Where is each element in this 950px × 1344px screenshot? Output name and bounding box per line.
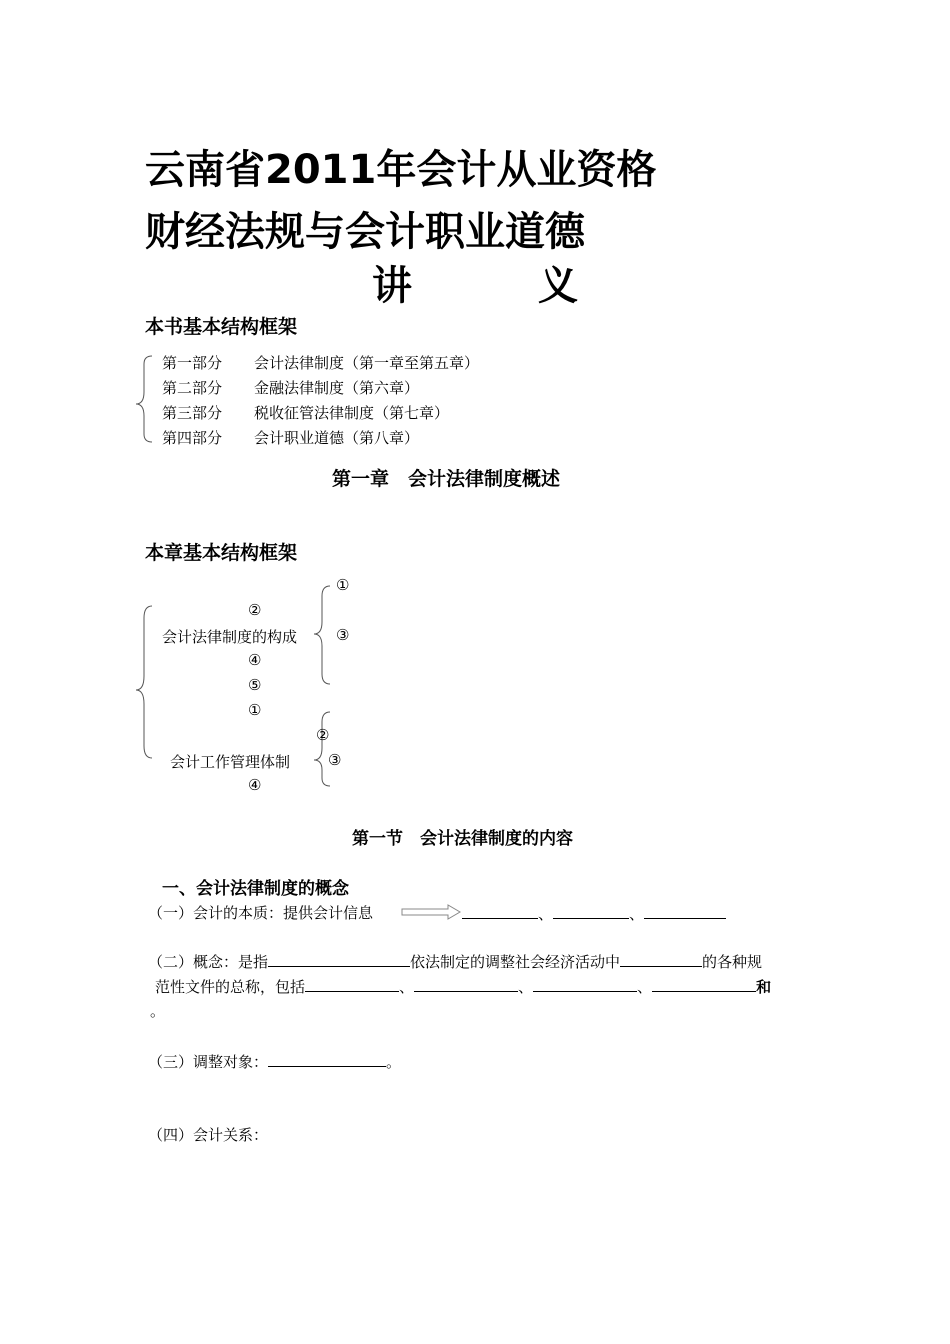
branch1-mark-4: ④ [248,651,262,669]
book-framework-brace [136,356,152,442]
item1-blanks [462,902,726,924]
branch1-label: 会计法律制度的构成 [162,628,298,646]
book-part-3-label: 第三部分 [162,404,223,422]
branch2-brace [314,712,330,786]
item4-label: （四）会计关系： [148,1126,269,1144]
branch2-mark-3: ③ [328,751,342,769]
book-part-4 [162,427,420,448]
item1-line [148,902,373,923]
item3-blank[interactable] [268,1050,386,1067]
branch2-mark-1: ① [248,701,262,719]
item1-blank-3[interactable] [644,902,726,919]
document-title-yi: 义 [538,263,578,309]
item3-line [148,1050,401,1072]
book-part-1-content: 会计法律制度（第一章至第五章） [254,354,480,372]
book-part-1-label: 第一部分 [162,354,223,372]
item3-end: 。 [386,1053,402,1071]
item2-blank-1[interactable] [268,950,410,967]
book-part-2 [162,377,420,398]
item2-end: 。 [150,1002,166,1020]
chapter-title: 第一章 会计法律制度概述 [332,468,561,490]
item2-blank-5[interactable] [533,975,637,992]
item1-label: （一）会计的本质：提供会计信息 [148,904,374,922]
branch1-mark-5: ⑤ [248,676,262,694]
item2-sep-2: 、 [518,978,534,996]
item2-text-d: 范性文件的总称，包括 [155,978,306,996]
book-part-2-label: 第二部分 [162,379,223,397]
book-part-1 [162,352,480,373]
item2-text-b: 依法制定的调整社会经济活动中 [410,953,621,971]
item2-line1 [148,950,762,972]
book-part-3-content: 税收征管法律制度（第七章） [254,404,450,422]
arrow-icon [402,905,460,919]
section-heading-1: 一、会计法律制度的概念 [162,879,349,899]
book-part-3 [162,402,450,423]
branch2-mark-4: ④ [248,776,262,794]
branch1-mark-1: ① [336,576,350,594]
item2-sep-1: 、 [399,978,415,996]
item2-blank-3[interactable] [305,975,399,992]
branch1-brace [314,586,330,684]
item3-label: （三）调整对象： [148,1053,269,1071]
book-framework-heading: 本书基本结构框架 [145,316,298,338]
document-title-line2: 财经法规与会计职业道德 [145,209,585,255]
branch2-label: 会计工作管理体制 [170,753,291,771]
item1-sep-1: 、 [538,905,554,923]
branch2-mark-2: ② [316,726,330,744]
document-title-jiang: 讲 [372,263,412,309]
item2-sep-3: 、 [637,978,653,996]
document-title-line1: 云南省2011年会计从业资格 [145,147,657,193]
item1-blank-1[interactable] [462,902,538,919]
item1-blank-2[interactable] [553,902,629,919]
book-part-4-content: 会计职业道德（第八章） [254,429,420,447]
branch1-mark-3: ③ [336,626,350,644]
item2-text-c: 的各种规 [702,953,763,971]
item2-text-a: （二）概念：是指 [148,953,269,971]
section-title: 第一节 会计法律制度的内容 [352,829,573,849]
item2-line2 [155,975,771,997]
item2-and: 和 [756,978,772,996]
book-part-2-content: 金融法律制度（第六章） [254,379,420,397]
item1-sep-2: 、 [629,905,645,923]
branch1-mark-2: ② [248,601,262,619]
chapter-framework-heading: 本章基本结构框架 [145,542,298,564]
item2-blank-2[interactable] [620,950,702,967]
item2-blank-6[interactable] [652,975,756,992]
item2-blank-4[interactable] [414,975,518,992]
chapter-framework-brace [136,606,152,758]
book-part-4-label: 第四部分 [162,429,223,447]
